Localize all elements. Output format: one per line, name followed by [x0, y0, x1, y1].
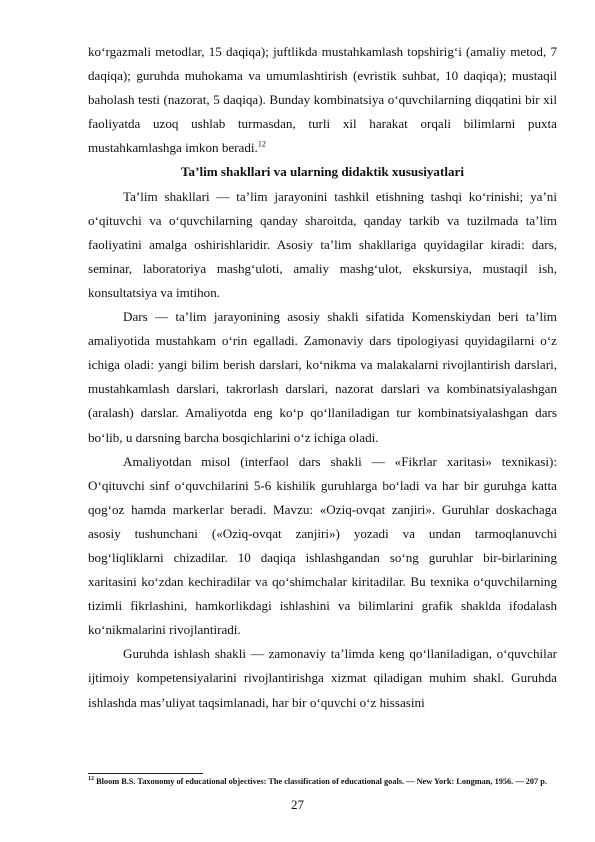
paragraph: Ta’lim shakllari — ta’lim jarayonini tashkil etishning tashqi ko‘rinishi; ya’ni o‘qituvchi va o‘quvchilarning qanday sharoitda, qanday tarkib va tuzilmada ta’lim faoliyatini amalga oshirishlaridir. Asosiy ta’lim shakllariga quyidagilar kiradi: dars, seminar, laboratoriya mashg‘uloti, amaliy mashg‘ulot, ekskursiya, mustaqil ish, konsultatsiya va imtihon.	[88, 188, 557, 300]
section-heading: Ta’lim shakllari va ularning didaktik xususiyatlari	[181, 164, 464, 180]
footnote-number: 12	[88, 776, 94, 783]
paragraph-text: ko‘rgazmali metodlar, 15 daqiqa); juftlikda mustahkamlash topshirig‘i (amaliy metod, 7 daqiqa); guruhda muhokama va umumlashtirish (evristik suhbat, 10 daqiqa); mustaqil baholash testi (nazorat, 5 daqiqa). Bunday kombinatsiya o‘quvchilarning diqqatini bir xil faoliyatda uzoq ushlab turmasdan, turli xil harakat orqali bilimlarni puxta mustahkamlashga imkon beradi.	[88, 44, 557, 156]
page-number: 27	[291, 797, 304, 812]
paragraph	[88, 40, 557, 160]
paragraph: Guruhda ishlash shakli — zamonaviy ta’limda keng qo‘llaniladigan, o‘quvchilar ijtimoiy kompetensiyalarini rivojlantirishga xizmat qiladigan muhim shakl. Guruhda ishlashda mas’uliyat taqsimlanadi, har bir o‘quvchi o‘z hissasini	[88, 646, 557, 710]
page-body	[88, 40, 557, 715]
footnote-reference[interactable]: 12	[257, 140, 266, 150]
footnote-divider	[88, 773, 203, 774]
footnote	[88, 776, 557, 787]
paragraph: Dars — ta’lim jarayonining asosiy shakli sifatida Komenskiydan beri ta’lim amaliyotida mustahkam o‘rin egalladi. Zamonaviy dars tipologiyasi quyidagilarni o‘z ichiga oladi: yangi bilim berish darslari, ko‘nikma va malakalarni rivojlantirish darslari, mustahkamlash darslari, takrorlash darslari, nazorat darslari va kombinatsiyalashgan (aralash) darslar. Amaliyotda eng ko‘p qo‘llaniladigan tur kombinatsiyalashgan dars bo‘lib, u darsning barcha bosqichlarini o‘z ichiga oladi.	[88, 309, 557, 445]
paragraph: Amaliyotdan misol (interfaol dars shakli — «Fikrlar xaritasi» texnikasi): O‘qituvchi sinf o‘quvchilarini 5-6 kishilik guruhlarga bo‘ladi va har bir guruhga katta qog‘oz hamda markerlar beradi. Mavzu: «Oziq-ovqat zanjiri». Guruhlar doskachaga asosiy tushunchani («Oziq-ovqat zanjiri») yozadi va undan tarmoqlanuvchi bog‘liqliklarni chizadilar. 10 daqiqa ishlashgandan so‘ng guruhlar bir-birlarining xaritasini ko‘zdan kechiradilar va qo‘shimchalar kiritadilar. Bu texnika o‘quvchilarning tizimli fikrlashini, hamkorlikdagi ishlashini va bilimlarini grafik shaklda ifodalash ko‘nikmalarini rivojlantiradi.	[88, 453, 557, 638]
footnote-text: Bloom B.S. Taxonomy of educational objectives: The classification of educational goals. — New York: Longman, 1956. — 207 p.	[96, 777, 547, 786]
